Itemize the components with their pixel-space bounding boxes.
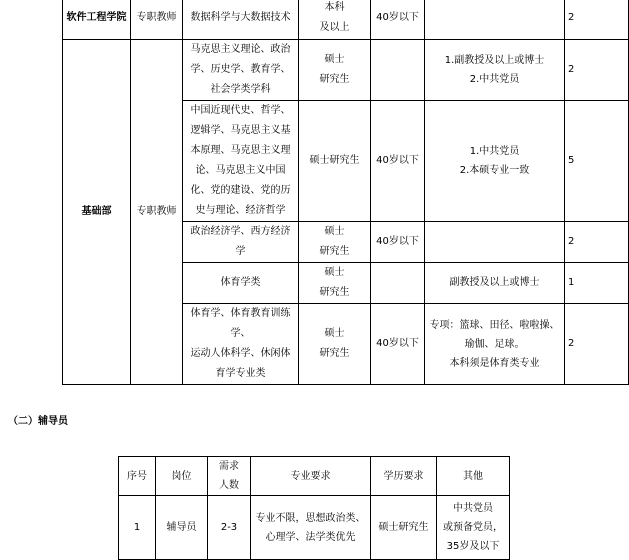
major-cell: 中国近现代史、哲学、逻辑学、马克思主义基本原理、马克思主义理论、马克思主义中国化、党的建设、党的历史与理论、经济哲学	[183, 101, 299, 222]
other-cell	[425, 0, 565, 40]
other-cell	[425, 304, 565, 385]
header-cell: 序号	[119, 457, 156, 496]
education-text: 硕士 研究生	[319, 267, 350, 298]
cell-index: 1	[119, 496, 156, 560]
dept-cell: 软件工程学院	[63, 0, 131, 40]
table-row	[119, 496, 510, 560]
other-cell	[425, 101, 565, 222]
other-cell	[425, 222, 565, 263]
other-cell	[425, 40, 565, 101]
count-cell: 2	[565, 222, 629, 263]
education-cell: 硕士研究生	[299, 101, 371, 222]
education-text: 本科 及以上	[319, 1, 350, 33]
count-cell: 2	[565, 304, 629, 385]
education-cell	[299, 304, 371, 385]
major-cell: 数据科学与大数据技术	[183, 0, 299, 40]
education-text: 硕士 研究生	[319, 226, 350, 257]
count-cell: 2	[565, 0, 629, 40]
recruitment-table-teachers	[62, 0, 629, 385]
header-cell: 学历要求	[371, 457, 437, 496]
other-text: 1.中共党员 2.本硕专业一致	[459, 146, 530, 176]
header-cell	[208, 457, 251, 496]
education-text: 硕士 研究生	[319, 54, 350, 85]
count-cell: 2	[565, 40, 629, 101]
major-cell	[183, 304, 299, 385]
major-cell: 政治经济学、西方经济学	[183, 222, 299, 263]
major-cell: 体育学类	[183, 263, 299, 304]
table-row	[63, 40, 629, 101]
header-cell: 其他	[437, 457, 510, 496]
count-cell: 1	[565, 263, 629, 304]
age-cell	[371, 40, 425, 101]
major-text: 体育学、体育教育训练学、 运动人体科学、休闲体育学专业类	[190, 308, 291, 379]
header-cell: 专业要求	[251, 457, 371, 496]
cell-other	[437, 496, 510, 560]
position-cell: 专职教师	[131, 40, 183, 385]
other-text: 专项：篮球、田径、啦啦操、瑜伽、足球。 本科须是体育类专业	[429, 319, 560, 369]
position-cell: 专职教师	[131, 0, 183, 40]
education-text: 硕士 研究生	[319, 328, 350, 359]
recruitment-table-counselors	[118, 456, 510, 560]
education-cell	[299, 222, 371, 263]
cell-major	[251, 496, 371, 560]
major-text: 专业不限，思想政治类、 心理学、法学类优先	[255, 512, 366, 543]
age-cell: 40岁以下	[371, 304, 425, 385]
other-cell: 副教授及以上或博士	[425, 263, 565, 304]
age-cell: 40岁以下	[371, 101, 425, 222]
table-header-row	[119, 457, 510, 496]
major-cell: 马克思主义理论、政治学、历史学、教育学、社会学类学科	[183, 40, 299, 101]
age-cell: 40岁以下	[371, 222, 425, 263]
education-cell	[299, 263, 371, 304]
cell-count: 2-3	[208, 496, 251, 560]
header-text: 需求 人数	[219, 461, 239, 491]
education-cell	[299, 40, 371, 101]
age-cell	[371, 263, 425, 304]
education-cell	[299, 0, 371, 40]
cell-position: 辅导员	[156, 496, 208, 560]
cell-education: 硕士研究生	[371, 496, 437, 560]
other-text: 中共党员 或预备党员， 35岁及以下	[443, 503, 503, 552]
dept-cell: 基础部	[63, 40, 131, 385]
age-cell: 40岁以下	[371, 0, 425, 40]
section-title: （二）辅导员	[8, 416, 68, 427]
header-cell: 岗位	[156, 457, 208, 496]
count-cell: 5	[565, 101, 629, 222]
table-row	[63, 0, 629, 40]
other-text: 1.副教授及以上或博士 2.中共党员	[444, 55, 545, 85]
